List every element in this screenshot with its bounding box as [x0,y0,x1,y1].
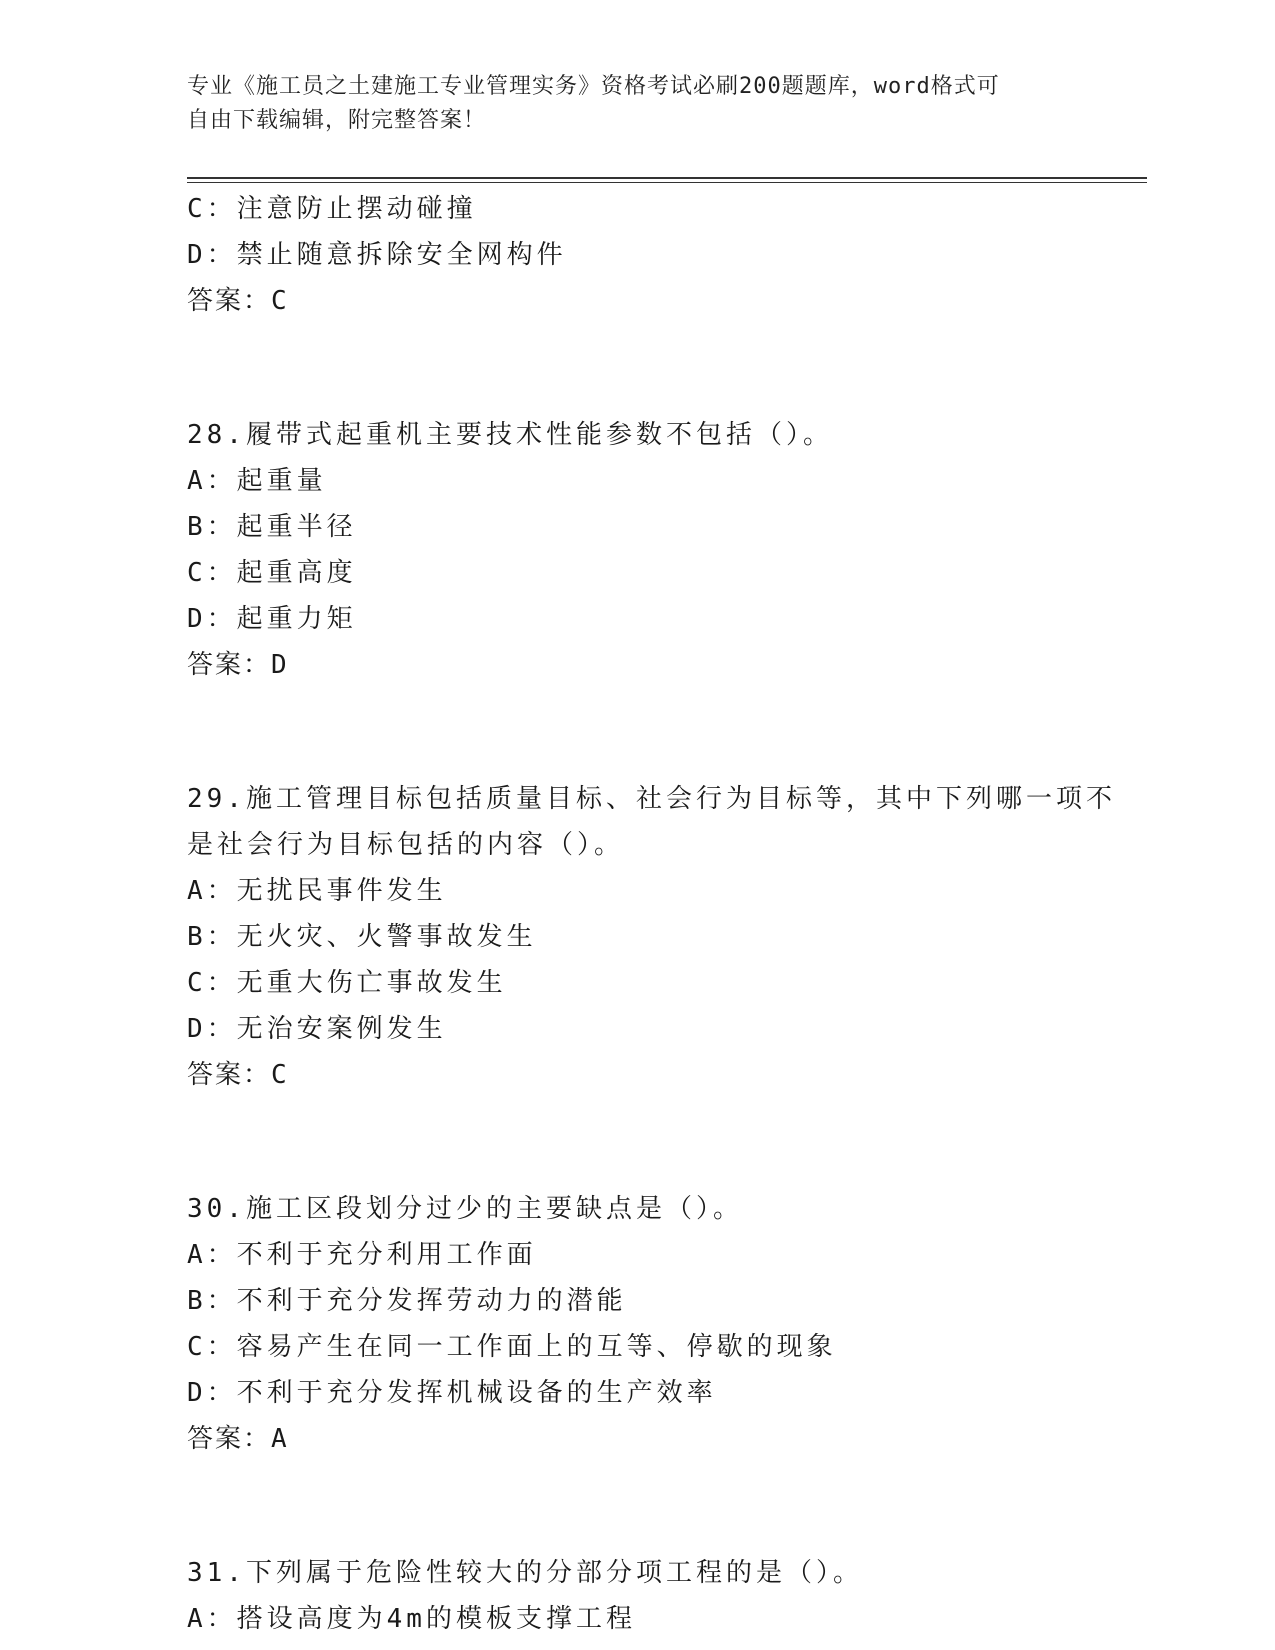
question-29 [187,776,1147,1098]
answer-label: 答案： [187,1060,272,1090]
option-a: A：不利于充分利用工作面 [187,1240,537,1270]
option-c: C：注意防止摆动碰撞 [187,194,477,224]
question-text: 30.施工区段划分过少的主要缺点是（）。 [187,1194,743,1224]
question-text: 28.履带式起重机主要技术性能参数不包括（）。 [187,420,833,450]
question-30 [187,1186,1147,1462]
question-text: 31.下列属于危险性较大的分部分项工程的是（）。 [187,1558,863,1588]
option-d: D：起重力矩 [187,604,357,634]
answer-value: D [271,650,289,680]
question-28 [187,412,1147,688]
header-title-line-2: 自由下载编辑，附完整答案！ [187,108,487,133]
header-divider-thin [187,182,1147,183]
question-31 [187,1550,1147,1642]
option-b: B：起重半径 [187,512,357,542]
header-title-line-1: 专业《施工员之土建施工专业管理实务》资格考试必刷200题题库，word格式可 [187,74,1000,99]
document-header [187,70,1087,138]
option-d: D：不利于充分发挥机械设备的生产效率 [187,1378,717,1408]
spacer [187,1462,1147,1550]
option-d: D：禁止随意拆除安全网构件 [187,240,567,270]
option-b: B：不利于充分发挥劳动力的潜能 [187,1286,627,1316]
question-list [187,186,1147,1642]
answer-value: A [271,1424,289,1454]
header-divider-thick [187,177,1147,179]
answer-label: 答案： [187,286,272,316]
option-c: C：无重大伤亡事故发生 [187,968,507,998]
answer-label: 答案： [187,650,272,680]
answer-value: C [271,1060,289,1090]
answer-line [187,642,1147,688]
spacer [187,688,1147,776]
spacer [187,324,1147,412]
question-27-fragment [187,186,1147,324]
option-d: D：无治安案例发生 [187,1014,447,1044]
option-b: B：无火灾、火警事故发生 [187,922,537,952]
spacer [187,1098,1147,1186]
answer-label: 答案： [187,1424,272,1454]
option-c: C：容易产生在同一工作面上的互等、停歇的现象 [187,1332,837,1362]
answer-line [187,1416,1147,1462]
answer-line [187,1052,1147,1098]
question-text-line-1: 29.施工管理目标包括质量目标、社会行为目标等，其中下列哪一项不 [187,784,1116,814]
option-a: A：搭设高度为4m的模板支撑工程 [187,1604,636,1634]
question-text-line-2: 是社会行为目标包括的内容（）。 [187,830,625,860]
option-c: C：起重高度 [187,558,357,588]
answer-value: C [271,286,289,316]
answer-line [187,278,1147,324]
option-a: A：无扰民事件发生 [187,876,447,906]
option-a: A：起重量 [187,466,327,496]
